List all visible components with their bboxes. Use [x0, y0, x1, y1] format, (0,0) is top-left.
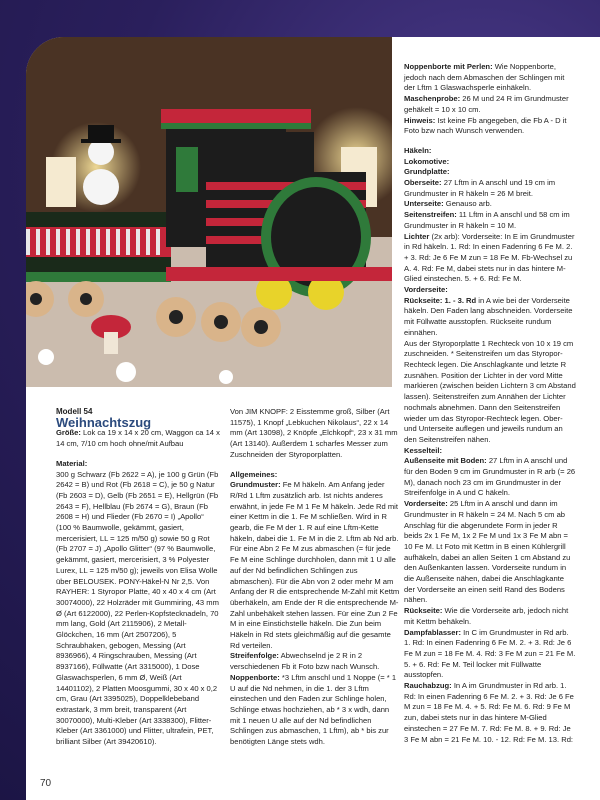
foam-text: Aus der Styroporplatte 1 Rechteck von 10 x 19 cm zuschneiden. * Seitenstreifen um das Styropor-Rechteck legen. Die Anschlagkante und letzte R zusnähen. Position der Lichter in der vord Mitte markieren (zwischen beiden Lichtern 3 cm Abstand lassen). Seitenstreifen zum Annähen der Lichter nochmals abnehmen. Dann den Seitenstreifen wieder um das Styropor-Rechteck legen. Ober- und Unterseite auflegen und jeweils rundum an den Seitenstreifen nähen.	[404, 338, 576, 444]
column-left	[56, 407, 221, 748]
kettle-front: Vorderseite: 25 Lftm in A anschl und dann im Grundmuster in R häkeln = 24 M. Nach 5 cm ab Anschlag für die abgerundete Form in jeder R beids 2x 1 Fe M, 1x 2 Fe M und 1x 3 Fe M abn = 10 Fe M. Lt Foto mit Kettm in B einen Kühlergrill aufhäkeln, dabei an allen Seiten 1 cm Abstand zu den Außenkanten lassen. Vorderseite rundum in die Außenseite nähen, dabei die Anschlagkante der Vorderseite an einen seitl Rand des Bodens nähen.	[404, 499, 571, 605]
locomotive-heading: Lokomotive:	[404, 156, 450, 166]
base-plate-heading: Grundplatte:	[404, 167, 450, 177]
hint: Hinweis: Ist keine Fb angegeben, die Fb A - D it Foto bzw nach Wunsch verwenden.	[404, 115, 567, 136]
kettle-outer: Außenseite mit Boden: 27 Lftm in A anschl und für den Boden 9 cm im Grundmuster in R arb (= 26 M), danach noch 23 cm im Grundmuster in der Streifenfolge in A und C häkeln.	[404, 456, 576, 498]
front-side: Vorderseite:	[404, 285, 448, 295]
material-text-cont: Von JIM KNOPF: 2 Eisstemme groß, Silber (Art 11575), 1 Knopf „Lebkuchen Nikolaus“, 22 x 14 mm (Art 13098), 2 Knöpfe „Elchkopf“, 23 x 31 mm (Art 13140). Außerdem 1 scharfes Messer zum Zuschneiden der Styroporplatten.	[230, 407, 398, 459]
gauge: Maschenprobe: 26 M und 24 R im Grundmuster gehäkelt = 10 x 10 cm.	[404, 94, 569, 114]
kettle-heading: Kesselteil:	[404, 445, 442, 455]
train-photo	[26, 37, 392, 387]
pearl-border: Noppenborte mit Perlen: Wie Noppenborte, jedoch nach dem Abmaschen der Schlingen mit der Lftm 1 Glaswachsperle einhäkeln.	[404, 62, 565, 93]
top-side: Oberseite: 27 Lftm in A anschl und 19 cm im Grundmuster in R häkeln = 26 M breit.	[404, 178, 556, 198]
column-middle	[230, 407, 400, 748]
kettle-back: Rückseite: Wie die Vorderseite arb, jedoch nicht mit Kettm behäkeln.	[404, 606, 569, 626]
smokestack: Rauchabzug: In A im Grundmuster in Rd arb. 1. Rd: In einen Fadenring 6 Fe M. 2. + 3. Rd: Je 6 Fe M zun = 18 Fe M. 4. + 5. Rd: Fe M. 6. Rd: 9 Fe M zun, dabei stets nur in das hintere M-Glied einstechen = 27 Fe M. 7. Rd: Fe M. 8. + 9. Rd: Je 3 Fe M abn = 21 Fe M. 10. - 12. Rd: Fe M. 13. Rd:	[404, 681, 574, 744]
side-strip: Seitenstreifen: 11 Lftm in A anschl und 58 cm im Grundmuster in R häkeln = 10 M.	[404, 210, 570, 230]
stripe-pattern: Streifenfolge: Abwechselnd je 2 R in 2 verschiedenen Fb it Foto bzw nach Wunsch.	[230, 651, 380, 672]
general-heading: Allgemeines:	[230, 469, 278, 479]
site-watermark: PassionForum.ru	[517, 783, 594, 794]
bottom-side: Unterseite: Genauso arb.	[404, 199, 492, 209]
material-text: 300 g Schwarz (Fb 2622 = A), je 100 g Grün (Fb 2642 = B) und Rot (Fb 2618 = C), je 50 g Natur (Fb 2603 = D), Gelb (Fb 2651 = E), Hellgrün (Fb 2643 = F), Hellblau (Fb 2674 = G), Braun (Fb 2608 = H) und Flieder (Fb 2670 = I) „Apollo“ (100 % Baumwolle, gekämmt, gasiert, mercerisiert, LL = 125 m/50 g) sowie 50 g Rot (Fb 2707 = J) „Apollo Glitter“ (97 % Baumwolle, gekämmt, gasiert, mercerisiert, 3 % Polyester Lurex, LL = 125 m/50 g); jeweils von Elisa Wolle über BELOUSEK. PONY-Häkel-N Nr 2,5. Von RAYHER: 1 Styropor Platte, 40 x 40 x 4 cm (Art 30074000), 22 Holzräder mit Gummiring, 43 mm Ø (Art 6122000), 22 Perlen-Kopfstecknadeln, 70 mm lang, Gold (Art 2115906), 2 Metall-Glöckchen, 16 mm (Art 2507206), 5 Schraubhaken, gebogen, Messing (Art 8936966), 4 Ringschrauben, Messing (Art 8937166), Füllwatte (Art 3315000), 1 Dose Glaswachsperlen, 6 mm Ø, Weiß (Art 14401102), 2 Platten Moosgummi, 30 x 40 x 0,2 cm, Grau (Art 3395025), Doppelklebeband extrastark, 3 mm breit, transparent (Art 30070000), Multi-Kleber (Art 3338300), Flitter-Kleber (Art 3361000) und Flitter, ultrafein, PET, brilliant Silber (Art 39420610).	[56, 469, 219, 747]
lights: Lichter (2x arb): Vorderseite: In E im Grundmuster in Rd häkeln. 1. Rd: In einen Fadenring 6 Fe M. 2. + 3. Rd: Je 6 Fe M zun = 18 Fe M. Fb-Wechsel zu A. 4. Rd: Fe M, dabei stets nur in das hintere M-Glied einstechen. 5. + 6. Rd: Fe M.	[404, 231, 575, 284]
magazine-page	[26, 37, 600, 800]
material-heading: Material:	[56, 458, 88, 468]
steam-dome: Dampfablasser: In C im Grundmuster in Rd arb. 1. Rd: In einen Fadenring 6 Fe M. 2. + 3. Rd: Je 6 Fe M zun = 18 Fe M. 4. Rd: 3 Fe M zun = 21 Fe M. 5. + 6. Rd: Fe M. Teil locker mit Füllwatte ausstopfen.	[404, 627, 576, 680]
back-side: Rückseite: 1. - 3. Rd in A wie bei der Vorderseite häkeln. Den Faden lang abschneiden. Vorderseite mit Füllwatte ausstopfen. Rückseite rundum einnähen.	[404, 295, 573, 337]
basic-pattern: Grundmuster: Fe M häkeln. Am Anfang jeder R/Rd 1 Lftm zusätzlich arb. Ist nichts anderes erwähnt, in jede Fe M 1 Fe M häkeln. Jede Rd mit einer Kettm in die 1. Fe M schließen. Wird in R gearb, die Fe M der 1. R auf eine Lftm-Kette häkeln, dabei die 1. Fe M in die 2. Lftm ab Nd arb. Für eine Abn 2 Fe M zus abmaschen (= für jede Fe M eine Schlinge durchholen, dann mit 1 U alle auf der Nd befindlichen Schlingen zus abmaschen). Für die Abn von 2 oder mehr M am Anfang der R die entsprechende M-Zahl mit Kettm überhäkeln, am Ende der R die entsprechende M-Zahl unbehäkelt stehen lassen. Für eine Zun 2 Fe M in eine Einstichstelle häkeln. Die Zun beim Häkeln in Rd stets gleichmäßig auf die gesamte Rd verteilen.	[230, 480, 400, 650]
size-text: Größe: Lok ca 19 x 14 x 20 cm, Waggon ca 14 x 14 cm, 7/10 cm hoch ohne/mit Aufbau	[56, 428, 220, 449]
article-title: Weihnachtszug	[56, 414, 152, 430]
crochet-heading: Häkeln:	[404, 145, 432, 155]
column-right	[404, 62, 576, 745]
model-number: Modell 54	[56, 407, 93, 416]
page-number: 70	[40, 778, 52, 789]
knob-border: Noppenborte: *3 Lftm anschl und 1 Noppe (= * 1 U auf die Nd nehmen, in die 1. der 3 Lftm einstechen und den Faden zur Schlinge holen, Schlinge etwas hochziehen, ab * 3 x wdh, dann mit 1 neuen U alle auf der Nd befindlichen Schlingen zus abmaschen, 1 Lftm), ab * bis zur benötigten Länge stets wdh.	[230, 672, 397, 747]
